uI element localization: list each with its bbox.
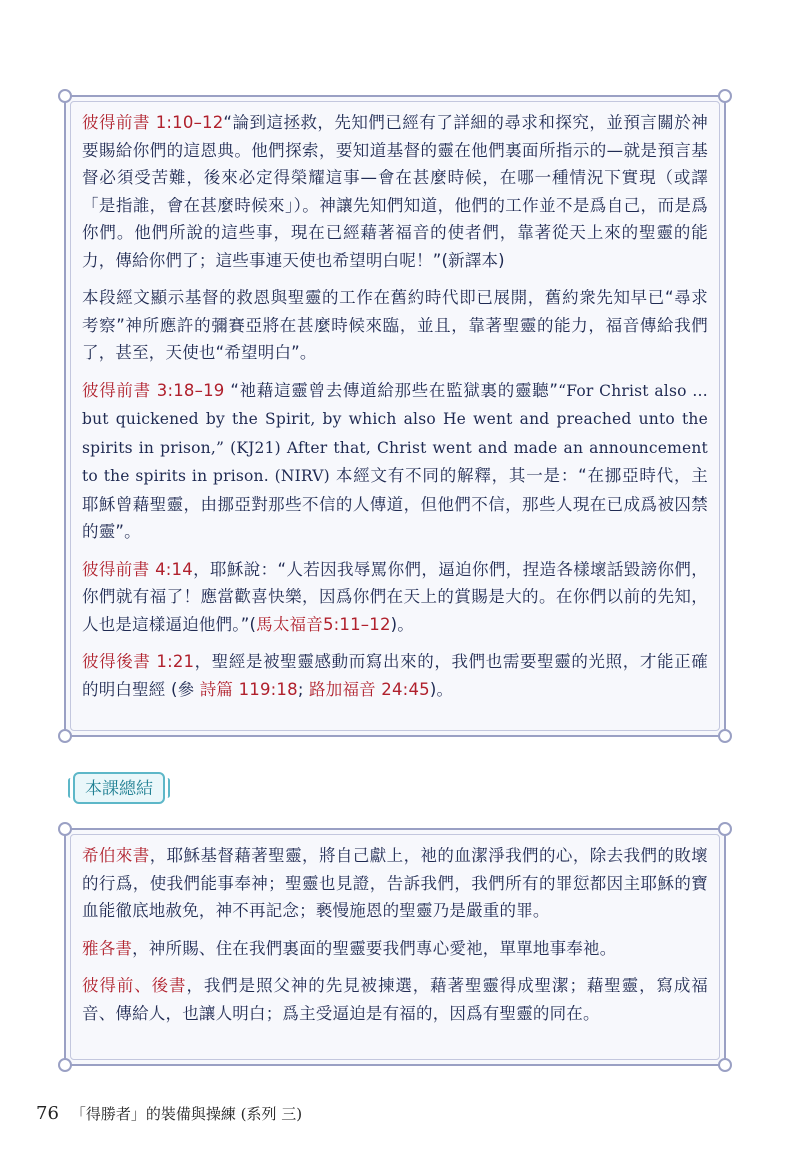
paragraph-text: ，我們是照父神的先見被揀選，藉著聖靈得成聖潔；藉聖靈，寫成福音、傳給人，也讓人明白；爲主受逼迫是有福的，因爲有聖靈的同在。 (82, 976, 708, 1023)
summary-hebrews (82, 842, 708, 925)
paragraph-1pet-3-18 (82, 377, 708, 546)
scripture-reference: 彼得後書 1:21 (82, 652, 195, 671)
book-name: 希伯來書 (82, 846, 150, 865)
paragraph-text: 本經文有不同的解釋，其一是：“在挪亞時代，主耶穌曾藉聖靈，由挪亞對那些不信的人傳道，但他們不信，那些人現在已成爲被囚禁的靈”。 (82, 466, 708, 541)
paragraph-text: “祂藉這靈曾去傳道給那些在監獄裏的靈聽” (230, 380, 559, 400)
paragraph-commentary (82, 284, 708, 367)
scripture-reference: 彼得前書 1:10–12 (82, 113, 224, 132)
paragraph-text: 本段經文顯示基督的救恩與聖靈的工作在舊約時代即已展開，舊約衆先知早已“尋求考察”神所應許的彌賽亞將在甚麼時候來臨，並且，靠著聖靈的能力，福音傳給我們了，甚至，天使也“希望明白”。 (82, 288, 708, 362)
corner-ornament (58, 729, 72, 743)
english-quote: “For Christ also … but quickened by the Spirit, by which also He went and preached unto the spirits in prison,” (KJ21) After that, Christ went and made an announcement to the spirits in prison. (NIRV) (82, 381, 708, 485)
corner-ornament (718, 1058, 732, 1072)
book-name: 彼得前、後書 (82, 976, 187, 995)
paragraph-text: ，耶穌說：“人若因我辱罵你們，逼迫你們，捏造各樣壞話毀謗你們，你們就有福了！應當歡喜快樂，因爲你們在天上的賞賜是大的。在你們以前的先知，人也是這樣逼迫他們。”( (82, 559, 708, 634)
separator-text: ; (297, 679, 310, 699)
summary-peter (82, 972, 708, 1027)
paragraph-text: )。 (390, 614, 414, 634)
paragraph-1pet-1-10 (82, 109, 708, 274)
summary-james (82, 935, 708, 963)
paragraph-text: ，神所賜、住在我們裏面的聖靈要我們專心愛祂，單單地事奉祂。 (132, 938, 617, 958)
paragraph-2pet-1-21 (82, 648, 708, 703)
scripture-reference: 馬太福音5:11–12 (256, 614, 391, 634)
paragraph-text: ，耶穌基督藉著聖靈，將自己獻上，祂的血潔淨我們的心，除去我們的敗壞的行爲，使我們能事奉神；聖靈也見證，告訴我們，我們所有的罪愆都因主耶穌的寶血能徹底地赦免，神不再記念；褻慢施恩的聖靈乃是嚴重的罪。 (82, 846, 708, 920)
paragraph-1pet-4-14 (82, 556, 708, 639)
summary-box (64, 828, 726, 1066)
paragraph-text: ，聖經是被聖靈感動而寫出來的，我們也需要聖靈的光照，才能正確的明白聖經 (參 (82, 652, 708, 699)
scripture-box (64, 95, 726, 737)
paragraph-text: “論到這拯救，先知們已經有了詳細的尋求和探究，並預言關於神要賜給你們的這恩典。他們探索，要知道基督的靈在他們裏面所指示的—就是預言基督必須受苦難，後來必定得榮耀這事—會在甚麼時候，在哪一種情況下實現（或譯「是指誰，會在甚麼時候來」）。神讓先知們知道，他們的工作並不是爲自己，而是爲你們。他們所說的這些事，現在已經藉著福音的使者們，靠著從天上來的聖靈的能力，傳給你們了；這些事連天使也希望明白呢！”(新譯本) (82, 113, 708, 270)
paragraph-text: )。 (429, 679, 454, 699)
page-number: 76 (36, 1103, 59, 1124)
scripture-reference: 路加福音 24:45 (309, 679, 430, 699)
scripture-reference: 彼得前書 4:14 (82, 559, 193, 579)
corner-ornament (718, 729, 732, 743)
scripture-reference: 詩篇 119:18 (199, 679, 298, 699)
lesson-summary-heading: 本課總結 (73, 772, 165, 804)
scripture-reference: 彼得前書 3:18–19 (82, 380, 225, 400)
book-title: 「得勝者」的裝備與操練 (系列 三) (70, 1105, 303, 1123)
corner-ornament (58, 1058, 72, 1072)
page-footer (36, 1103, 302, 1124)
book-name: 雅各書 (82, 938, 133, 958)
